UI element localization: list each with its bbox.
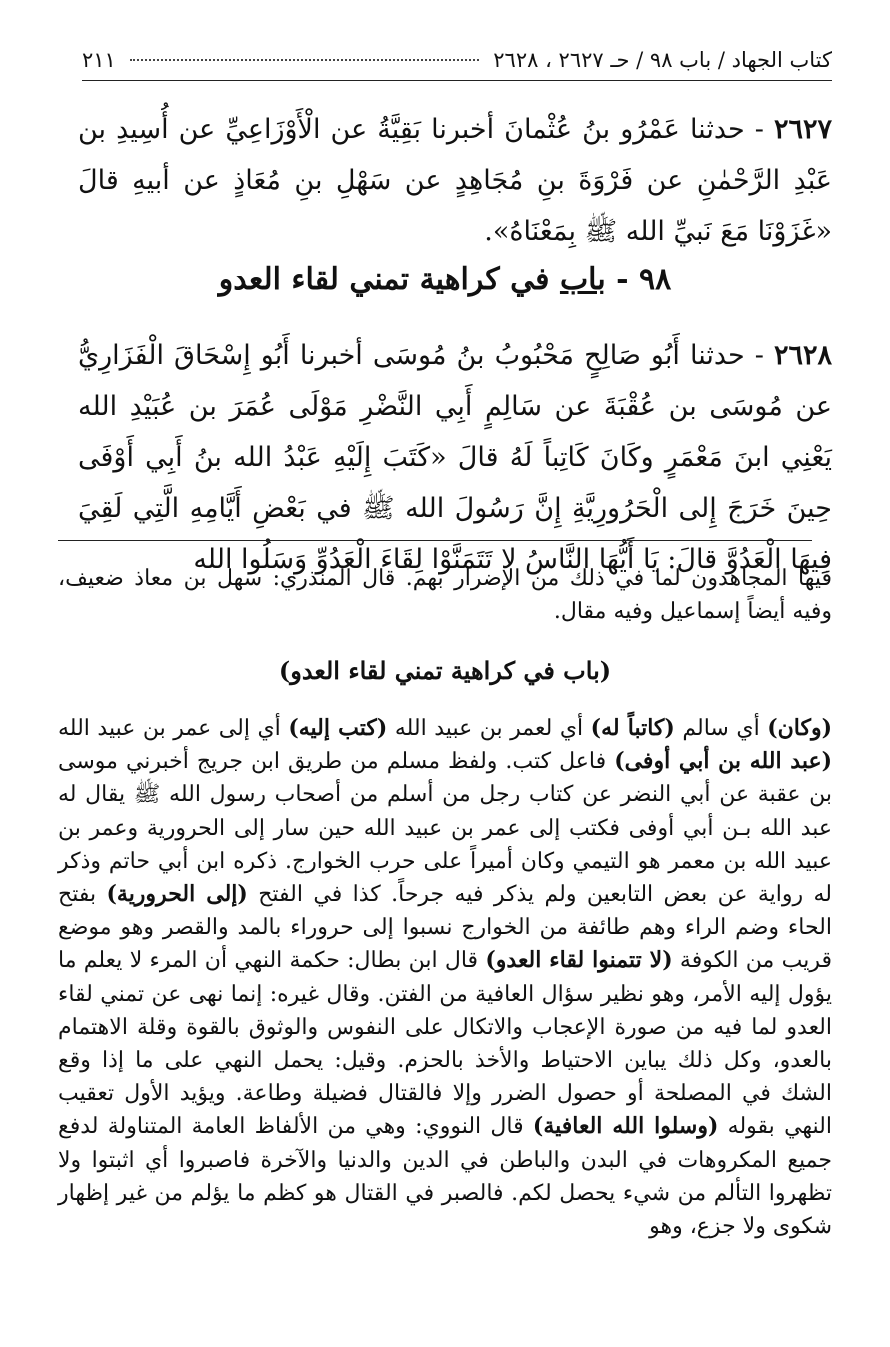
- dotted-leader: [130, 59, 479, 61]
- chapter-number: ٩٨ -: [616, 262, 672, 297]
- page-number: ٢١١: [82, 48, 116, 72]
- chapter-title: [60, 262, 830, 297]
- chapter-title-text: في كراهية تمني لقاء العدو: [218, 262, 550, 297]
- commentary-quoted-phrase: (إلى الحرورية): [106, 881, 248, 908]
- commentary-body: [58, 712, 832, 1243]
- commentary-chapter-title: (باب في كراهية تمني لقاء العدو): [278, 656, 612, 685]
- hadith-text: حدثنا عَمْرُو بنُ عُثْمانَ أخبرنا بَقِيَّةُ عن الْأَوْزَاعِيِّ عن أُسِيدِ بن عَبْدِ الرَّحْمٰنِ عن فَرْوَةَ بنِ مُجَاهِدٍ عن سَهْلِ بنِ مُعَاذٍ عن أبيهِ قالَ «غَزَوْنَا مَعَ نَبيِّ الله ﷺ بِمَعْنَاهُ».: [78, 114, 832, 247]
- commentary-text: فاعل كتب. ولفظ مسلم من طريق ابن جريج أخبرني موسى بن عقبة عن أبي النضر عن كتاب رجل من أسلم من أصحاب رسول الله ﷺ يقال له عبد الله بـن أبي أوفى فكتب إلى عمر بن عبيد الله حين سار إلى الحرورية وعمر بن عبيد الله بن معمر هو التيمي وكان أميراً على حرب الخوارج. ذكره ابن أبي حاتم وذكر له رواية عن بعض التابعين ولم يذكر فيه جرحاً. كذا في الفتح: [58, 749, 833, 908]
- hadith-number: ٢٦٢٨: [773, 340, 832, 371]
- commentary-quoted-phrase: (عبد الله بن أبي أوفى): [614, 748, 832, 775]
- commentary-text: أي إلى عمر بن عبيد الله: [58, 716, 289, 741]
- commentary-text: قال النووي: وهي من الألفاظ العامة المتناولة لدفع جميع المكروهات في البدن والباطن في الدين والدنيا والآخرة فاصبروا أي اثبتوا ولا تظهروا التألم من شيء يحصل لكم. فالصبر في القتال هو كظم ما يؤلم من غير إظهار شكوى ولا جزع، وهو: [58, 1114, 832, 1240]
- commentary-paragraph: فيها المجاهدون لما في ذلك من الإضرار بهم. قال المنذري: سهل بن معاذ ضعيف، وفيه أيضاً إسماعيل وفيه مقال.: [58, 566, 832, 625]
- hadith-dash: -: [744, 114, 764, 145]
- hadith-number: ٢٦٢٧: [773, 114, 832, 145]
- commentary-text: قال ابن بطال: حكمة النهي أن المرء لا يعلم ما يؤول إليه الأمر، وهو نظير سؤال العافية من الفتن. وقال غيره: إنما نهى عن تمني لقاء العدو لما فيه من صورة الإعجاب والاتكال على النفوس والوثوق بالقوة وقلة الاهتمام بالعدو، وكل ذلك يباين الاحتياط والأخذ بالحزم. وقيل: يحمل النهي على ما إذا وقع الشك في المصلحة أو حصول الضرر وإلا فالقتال فضيلة وطاعة. ويؤيد الأول تعقيب النهي بقوله: [58, 948, 832, 1140]
- chapter-bab-word: باب: [559, 262, 606, 297]
- running-title: كتاب الجهاد / باب ٩٨ / حـ ٢٦٢٧ ، ٢٦٢٨: [493, 48, 832, 72]
- commentary-quoted-phrase: (وسلوا الله العافية): [532, 1113, 719, 1140]
- commentary-text: أي لعمر بن عبيد الله: [387, 716, 591, 741]
- commentary-quoted-phrase: (وكان): [767, 715, 832, 741]
- commentary-text: أي سالم: [674, 716, 768, 741]
- footnote-separator: [58, 540, 812, 541]
- running-header: [82, 40, 832, 81]
- commentary-quoted-phrase: (لا تتمنوا لقاء العدو): [485, 947, 673, 974]
- hadith-2628: [78, 330, 832, 585]
- commentary-text: بفتح الحاء وضم الراء وهم طائفة من الخوارج نسبوا إلى حروراء بالمد والقصر وهو موضع قريب من الكوفة: [58, 882, 832, 974]
- commentary-quoted-phrase: (كتب إليه): [288, 715, 388, 741]
- hadith-2627: [78, 104, 832, 257]
- commentary-quoted-phrase: (كاتباً له): [590, 715, 675, 741]
- hadith-text: حدثنا أَبُو صَالِحٍ مَحْبُوبُ بنُ مُوسَى أخبرنا أَبُو إِسْحَاقَ الْفَزَارِيُّ عن مُوسَى بن عُقْبَةَ عن سَالِمٍ أَبِي النَّضْرِ مَوْلَى عُمَرَ بن عُبَيْدِ الله يَعْنِي ابنَ مَعْمَرٍ وكَانَ كَاتِباً لَهُ قالَ «كَتَبَ إِلَيْهِ عَبْدُ الله بنُ أَبِي أَوْفَى حِينَ خَرَجَ إِلى الْحَرُورِيَّةِ إِنَّ رَسُولَ الله ﷺ في بَعْضِ أَيَّامِهِ الَّتِي لَقِيَ فِيهَا الْعَدُوَّ قالَ: يَا أَيُّهَا النَّاسُ لا تَتَمَنَّوْا لِقَاءَ الْعَدُوِّ وَسَلُوا الله: [78, 340, 832, 575]
- hadith-dash: -: [744, 340, 764, 371]
